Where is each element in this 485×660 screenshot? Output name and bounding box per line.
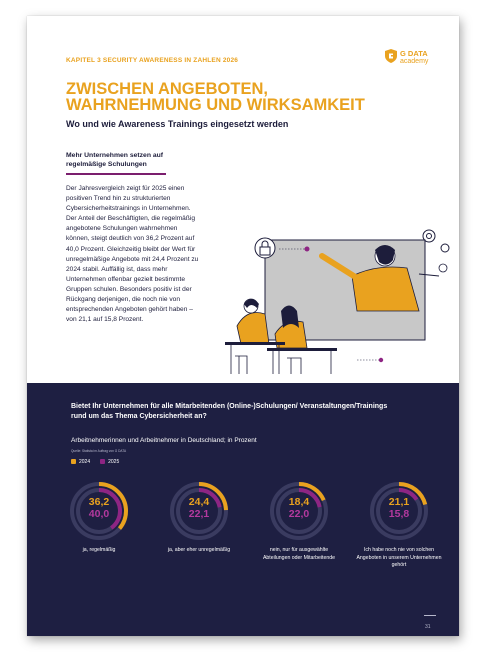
category-label: Ich habe noch nie von solchen Angeboten in unserem Unternehmen gehört (356, 547, 442, 568)
legend-label-2025: 2025 (108, 459, 120, 465)
section-heading: Mehr Unternehmen setzen auf regelmäßige Schulungen (66, 152, 164, 168)
survey-source: Quelle: Statista im Auftrag von G DATA (71, 449, 127, 453)
value-2025: 40,0 (88, 508, 110, 520)
donut-3 (269, 481, 329, 541)
legend-item-2025 (100, 459, 119, 465)
value-2024: 21,1 (388, 496, 410, 508)
value-2025: 22,0 (288, 508, 310, 520)
survey-panel (27, 383, 459, 636)
value-2024: 18,4 (288, 496, 310, 508)
people-training-illustration (207, 216, 457, 376)
document-page (27, 16, 459, 636)
donut-1 (69, 481, 129, 541)
shield-icon (385, 49, 397, 63)
donut-4 (369, 481, 429, 541)
category-label: ja, regelmäßig (82, 547, 116, 553)
page-number-rule (424, 615, 436, 616)
legend-item-2024 (71, 459, 90, 465)
chapter-label: KAPITEL 3 SECURITY AWARENESS IN ZAHLEN 2026 (66, 57, 239, 64)
section-underline (66, 173, 166, 175)
gdata-academy-logo (385, 49, 441, 75)
category-label: nein, nur für ausgewählte Abteilungen oder Mitarbeitende (262, 547, 336, 561)
category-label: ja, aber eher unregelmäßig (167, 547, 231, 553)
survey-subtitle: Arbeitnehmerinnen und Arbeitnehmer in Deutschland; in Prozent (71, 437, 257, 444)
logo-sub: academy (400, 58, 429, 65)
page-headline: ZWISCHEN ANGEBOTEN, WAHRNEHMUNG UND WIRKSAMKEIT (66, 80, 365, 114)
chart-legend (71, 459, 119, 465)
gear-icon (423, 230, 449, 252)
value-2024: 36,2 (88, 496, 110, 508)
value-2025: 15,8 (388, 508, 410, 520)
value-2025: 22,1 (188, 508, 210, 520)
survey-question: Bietet Ihr Unternehmen für alle Mitarbeitenden (Online-)Schulungen/ Veranstaltungen/Trainings rund um das Thema Cybersicherheit an? (71, 403, 388, 420)
legend-label-2024: 2024 (79, 459, 91, 465)
page-subheadline: Wo und wie Awareness Trainings eingesetzt werden (66, 119, 289, 129)
value-2024: 24,4 (188, 496, 210, 508)
logo-brand: G DATA (400, 49, 428, 58)
page-number: 31 (425, 624, 431, 630)
body-paragraph: Der Jahresvergleich zeigt für 2025 einen positiven Trend hin zu strukturierten Cybersicherheitstrainings in Unternehmen. Der Anteil der Beschäftigten, die regelmäßig angebotene Schulungen wahrnehmen können, steigt deutlich von 36,2 Prozent auf 40,0 Prozent. Gleichzeitig bleibt der Wert für unregelmäßige Angebote mit 24,4 Prozent zu 2024 stabil. Auffällig ist, dass mehr Unternehmen offenbar gezielt bestimmte Gruppen schulen. Besonders positiv ist der Rückgang derjenigen, die noch nie von entsprechenden Angeboten gehört haben – von 21,1 auf 15,8 Prozent. (66, 185, 199, 324)
lock-icon (255, 238, 275, 258)
donut-2 (169, 481, 229, 541)
